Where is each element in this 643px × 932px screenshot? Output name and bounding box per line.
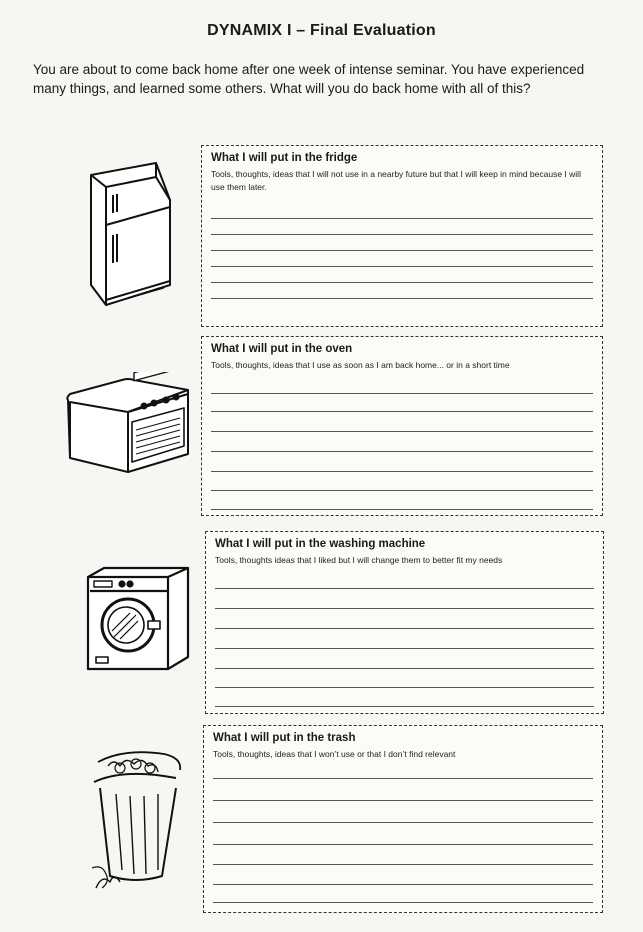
writing-line[interactable] xyxy=(211,298,593,299)
writing-line[interactable] xyxy=(215,588,594,589)
trash-section-heading: What I will put in the trash xyxy=(213,732,356,744)
writing-line[interactable] xyxy=(215,648,594,649)
writing-line[interactable] xyxy=(213,864,593,865)
writing-line[interactable] xyxy=(211,282,593,283)
washing-machine-section-description: Tools, thoughts ideas that I liked but I will change them to better fit my needs xyxy=(215,555,503,565)
writing-line[interactable] xyxy=(211,250,593,251)
writing-line[interactable] xyxy=(215,668,594,669)
fridge-icon xyxy=(86,155,181,315)
writing-line[interactable] xyxy=(211,266,593,267)
fridge-section xyxy=(201,145,603,327)
writing-line[interactable] xyxy=(215,628,594,629)
writing-line[interactable] xyxy=(211,451,593,452)
oven-section-heading: What I will put in the oven xyxy=(211,343,353,355)
writing-line[interactable] xyxy=(211,393,593,394)
writing-line[interactable] xyxy=(213,822,593,823)
washing-machine-icon xyxy=(84,565,194,680)
trash-can-icon xyxy=(84,748,194,903)
writing-line[interactable] xyxy=(215,687,594,688)
trash-section-description: Tools, thoughts, ideas that I won’t use or that I don’t find relevant xyxy=(213,749,456,759)
writing-line[interactable] xyxy=(213,844,593,845)
writing-line[interactable] xyxy=(213,902,593,903)
writing-line[interactable] xyxy=(215,706,594,707)
writing-line[interactable] xyxy=(213,800,593,801)
trash-section xyxy=(203,725,603,913)
oven-section-description: Tools, thoughts, ideas that I use as soon as I am back home... or in a short time xyxy=(211,360,510,370)
writing-line[interactable] xyxy=(213,778,593,779)
writing-line[interactable] xyxy=(211,218,593,219)
intro-paragraph: You are about to come back home after one week of intense seminar. You have experienced many things, and learned some others. What will you do back home with all of this? xyxy=(33,62,585,96)
writing-line[interactable] xyxy=(215,608,594,609)
fridge-section-heading: What I will put in the fridge xyxy=(211,152,358,164)
writing-line[interactable] xyxy=(211,411,593,412)
writing-line[interactable] xyxy=(211,490,593,491)
writing-line[interactable] xyxy=(211,471,593,472)
washing-machine-section xyxy=(205,531,604,714)
writing-line[interactable] xyxy=(211,509,593,510)
writing-line[interactable] xyxy=(211,234,593,235)
page-title: DYNAMIX I – Final Evaluation xyxy=(207,22,436,39)
washing-machine-section-heading: What I will put in the washing machine xyxy=(215,538,426,550)
fridge-section-description: Tools, thoughts, ideas that I will not use in a nearby future but that I will keep in mind because I will use them later. xyxy=(211,169,581,192)
writing-line[interactable] xyxy=(211,431,593,432)
oven-section xyxy=(201,336,603,516)
oven-icon xyxy=(62,372,197,482)
writing-line[interactable] xyxy=(213,884,593,885)
